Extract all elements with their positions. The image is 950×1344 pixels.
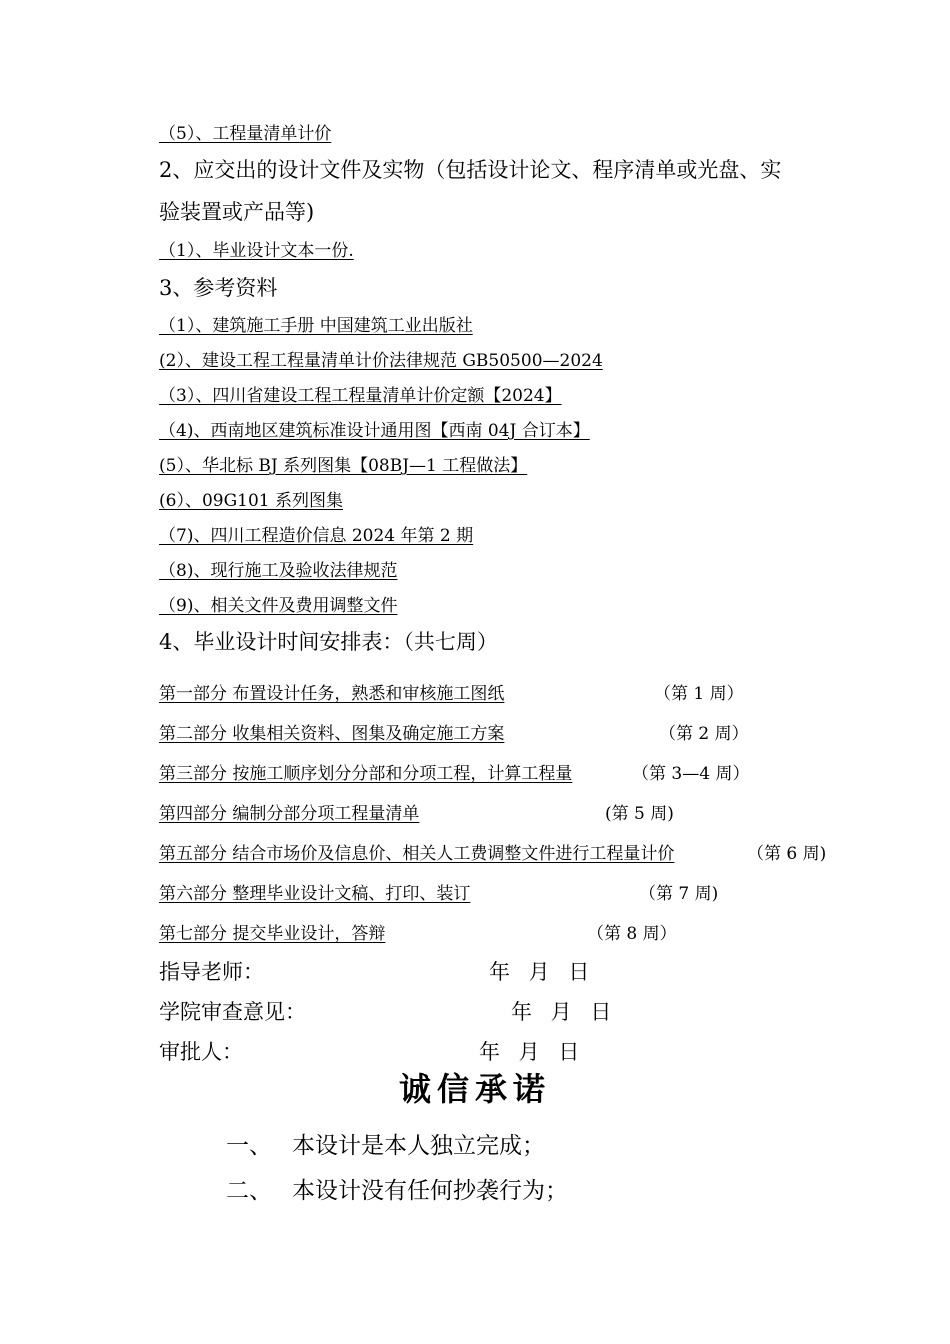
schedule-row	[159, 759, 750, 784]
signature-label: 学院审查意见：	[159, 1000, 306, 1024]
reference-item: (2）、建设工程工程量清单计价法律规范 GB50500—2024	[159, 351, 603, 371]
schedule-label: 第五部分 结合市场价及信息价、相关人工费调整文件进行工程量计价	[159, 844, 675, 864]
schedule-row	[159, 799, 674, 824]
signature-advisor	[159, 956, 596, 986]
reference-item: （3）、四川省建设工程工程量清单计价定额【2024】	[159, 386, 562, 406]
schedule-label: 第四部分 编制分部分项工程量清单	[159, 804, 420, 824]
schedule-label: 第六部分 整理毕业设计文稿、打印、装订	[159, 884, 471, 904]
reference-item: (5）、华北标 BJ 系列图集【08BJ—1 工程做法】	[159, 456, 528, 476]
signature-date: 年 月 日	[489, 960, 596, 984]
schedule-label: 第二部分 收集相关资料、图集及确定施工方案	[159, 724, 505, 744]
reference-item: （7)、四川工程造价信息 2024 年第 2 期	[159, 526, 474, 546]
pledge-number: 二、	[226, 1178, 272, 1204]
reference-item: （8)、现行施工及验收法律规范	[159, 561, 398, 581]
schedule-week: （第 2 周）	[659, 724, 749, 744]
item-line: （1）、毕业设计文本一份.	[159, 241, 354, 261]
signature-label: 指导老师：	[159, 960, 264, 984]
section-heading: 3、参考资料	[159, 276, 278, 300]
section-heading: 4、毕业设计时间安排表：（共七周）	[159, 630, 498, 654]
signature-college-review	[159, 996, 618, 1026]
schedule-row	[159, 879, 719, 904]
pledge-text: 本设计没有任何抄袭行为；	[292, 1178, 568, 1204]
signature-approver	[159, 1036, 586, 1066]
item-line: （5）、工程量清单计价	[159, 124, 332, 144]
reference-item: (6）、09G101 系列图集	[159, 491, 344, 511]
schedule-label: 第一部分 布置设计任务，熟悉和审核施工图纸	[159, 684, 505, 704]
schedule-row	[159, 679, 744, 704]
schedule-week: （第 3—4 周）	[632, 764, 750, 784]
schedule-week: (第 5 周)	[605, 804, 674, 824]
schedule-week: （第 6 周)	[747, 844, 827, 864]
schedule-label: 第三部分 按施工顺序划分分部和分项工程，计算工程量	[159, 764, 573, 784]
schedule-row	[159, 919, 677, 944]
signature-label: 审批人：	[159, 1040, 243, 1064]
reference-item: （1）、建筑施工手册 中国建筑工业出版社	[159, 316, 473, 336]
schedule-week: （第 1 周）	[654, 684, 744, 704]
pledge-item	[226, 1172, 568, 1205]
schedule-row	[159, 719, 749, 744]
section-heading: 2、应交出的设计文件及实物（包括设计论文、程序清单或光盘、实	[159, 158, 782, 182]
schedule-week: （第 8 周）	[587, 924, 677, 944]
reference-item: （4)、西南地区建筑标准设计通用图【西南 04J 合订本】	[159, 421, 590, 441]
schedule-label: 第七部分 提交毕业设计，答辩	[159, 924, 386, 944]
section-heading-continued: 验装置或产品等)	[159, 200, 315, 224]
pledge-item	[226, 1127, 545, 1160]
pledge-number: 一、	[226, 1133, 272, 1159]
integrity-pledge-title: 诚信承诺	[398, 1070, 551, 1108]
schedule-week: （第 7 周)	[639, 884, 719, 904]
reference-item: （9)、相关文件及费用调整文件	[159, 596, 398, 616]
pledge-text: 本设计是本人独立完成；	[292, 1133, 545, 1159]
schedule-row	[159, 839, 827, 864]
signature-date: 年 月 日	[479, 1040, 586, 1064]
signature-date: 年 月 日	[511, 1000, 618, 1024]
